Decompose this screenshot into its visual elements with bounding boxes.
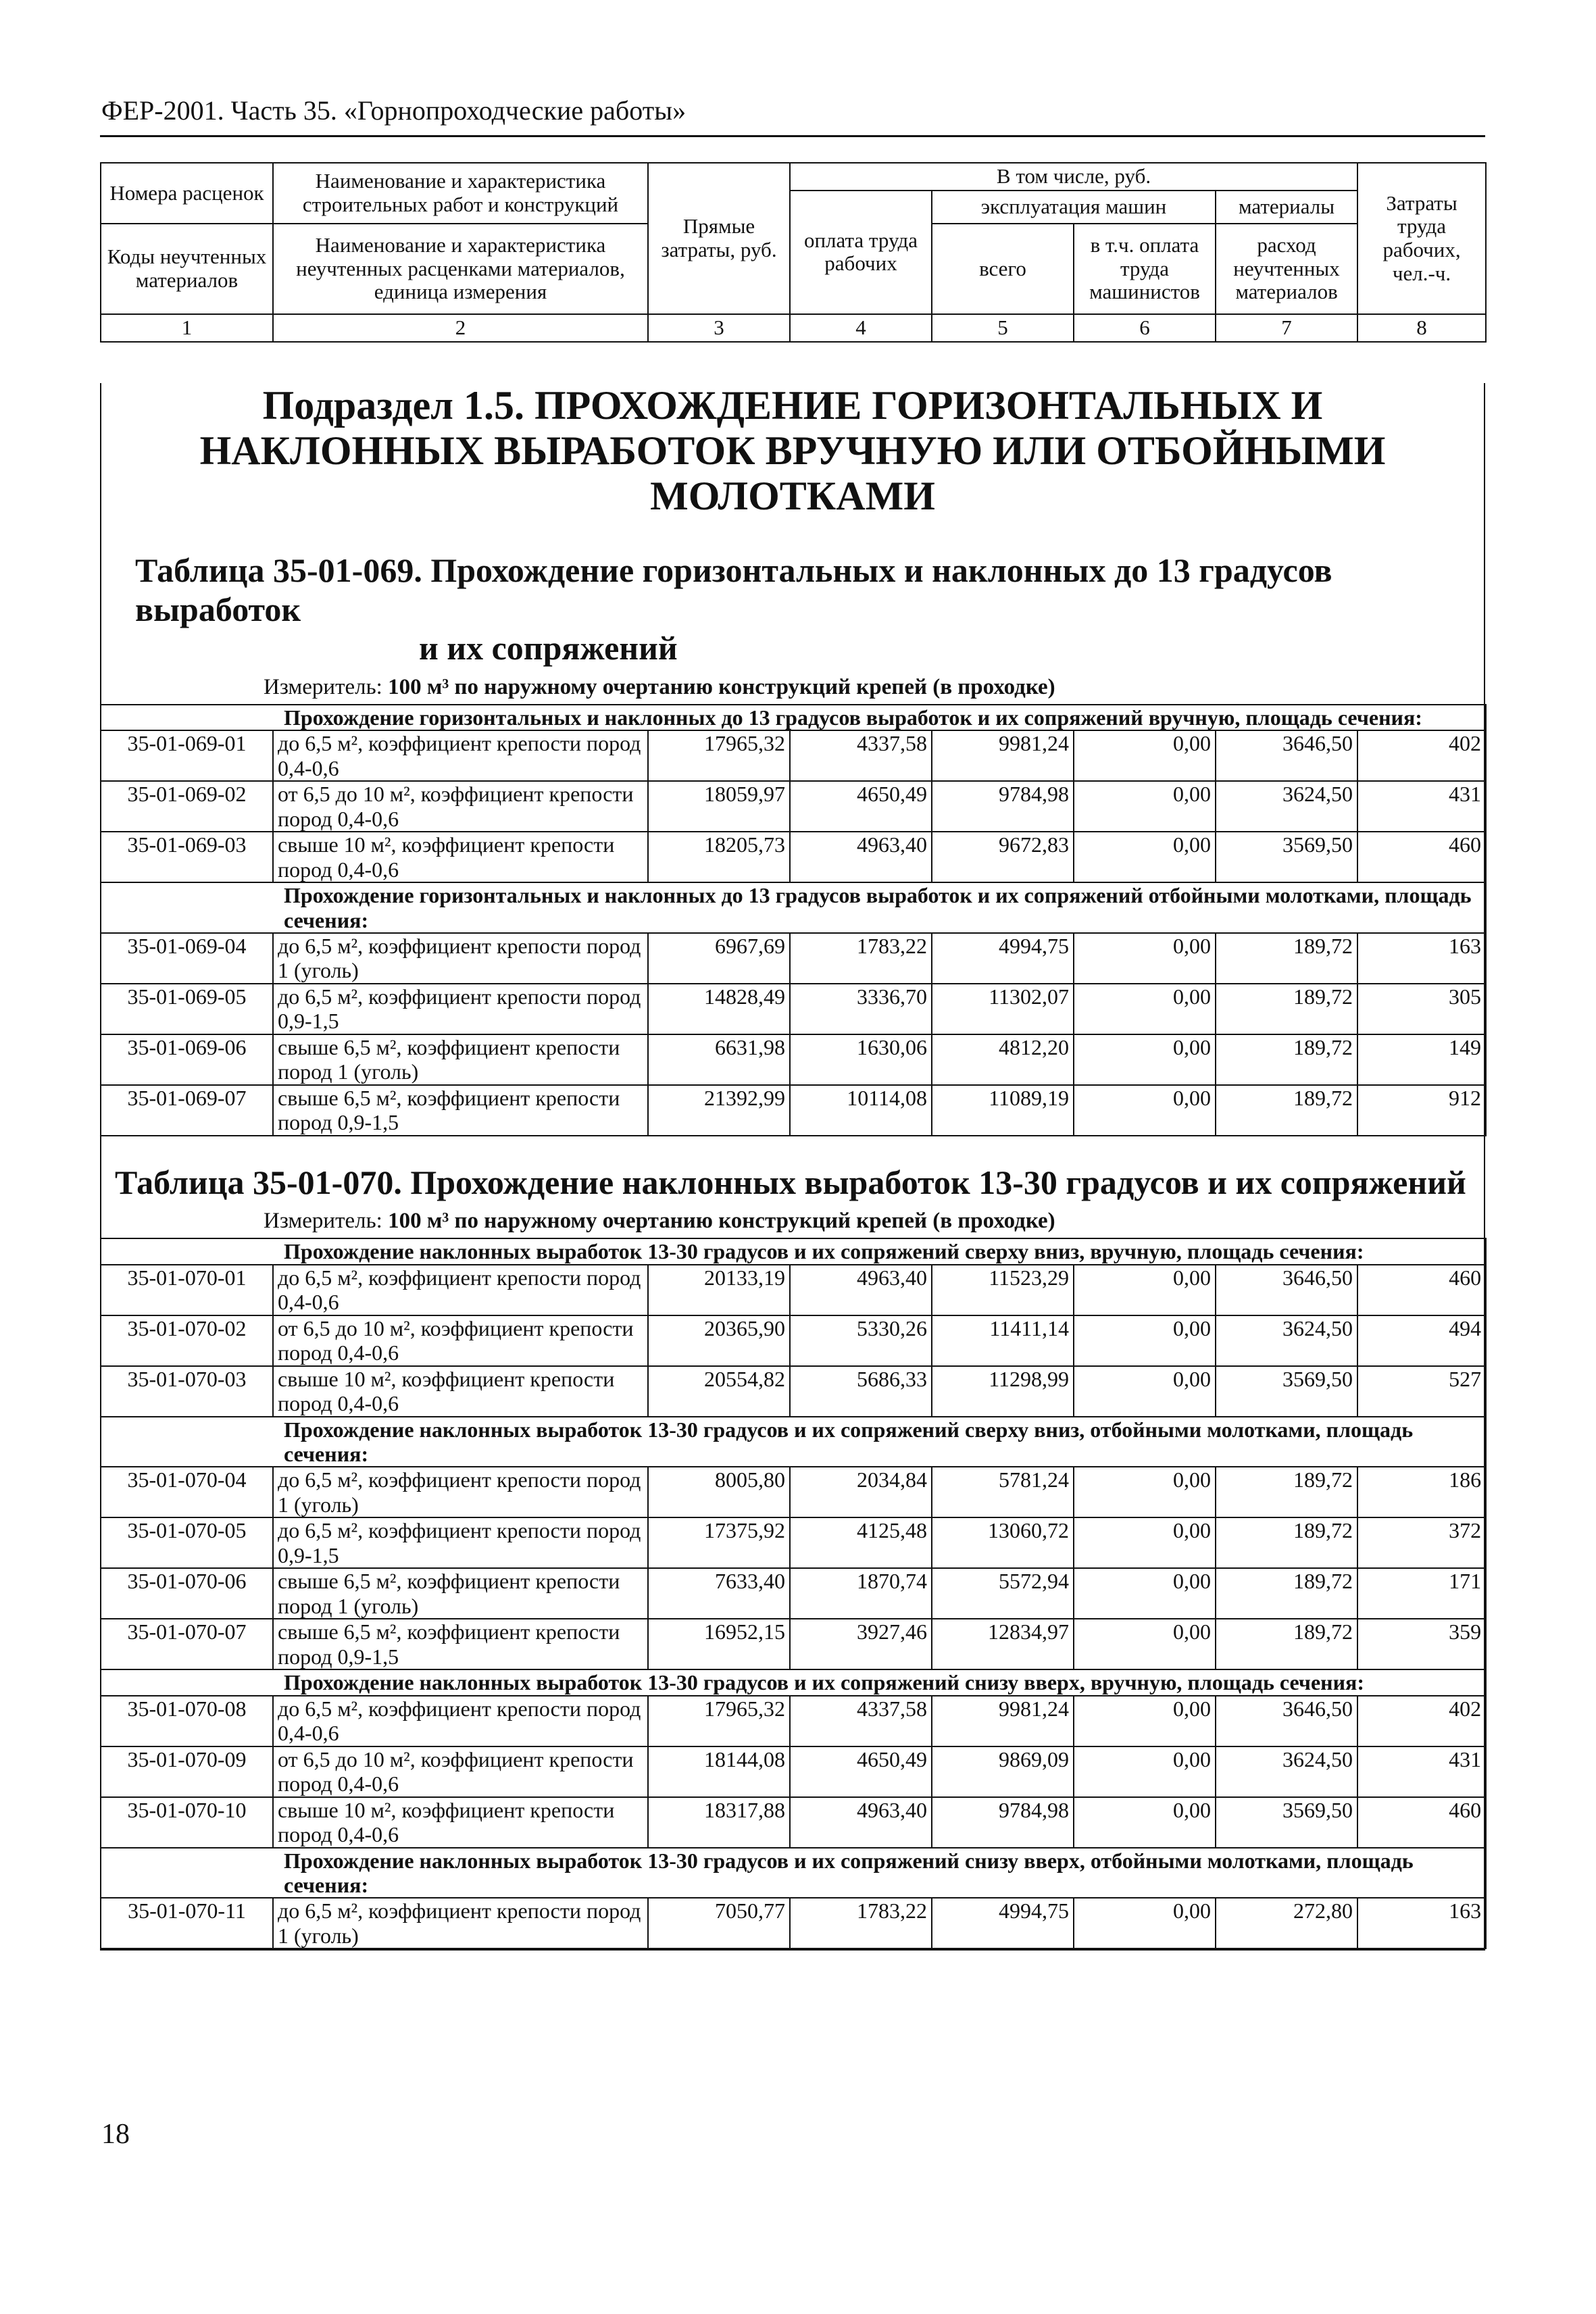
machine-cost: 12834,97 xyxy=(932,1619,1074,1669)
table-row xyxy=(101,933,1486,984)
machine-cost: 9672,83 xyxy=(932,832,1074,882)
materials-header: материалы xyxy=(1216,191,1357,224)
page-number: 18 xyxy=(101,2119,130,2150)
machinist-labor-cost: 0,00 xyxy=(1074,832,1216,882)
table-row xyxy=(101,1568,1486,1619)
work-description: свыше 10 м², коэффициент крепости пород 0,4-0,6 xyxy=(273,1366,648,1417)
labor-hours: 460 xyxy=(1357,1265,1486,1315)
machine-cost: 9981,24 xyxy=(932,730,1074,781)
machine-cost: 11089,19 xyxy=(932,1085,1074,1136)
labor-cost: 5686,33 xyxy=(790,1366,932,1417)
col3-header: Прямые затраты, руб. xyxy=(648,163,790,314)
table-row xyxy=(101,1366,1486,1417)
machinist-labor-cost: 0,00 xyxy=(1074,1696,1216,1746)
labor-hours: 163 xyxy=(1357,933,1486,984)
group-heading: Прохождение наклонных выработок 13-30 градусов и их сопряжений снизу вверх, отбойными молотками, площадь сечения: xyxy=(101,1848,1486,1898)
material-cost: 3569,50 xyxy=(1216,1797,1357,1848)
table1-title-line2: и их сопряжений xyxy=(419,629,678,668)
work-description: от 6,5 до 10 м², коэффициент крепости пород 0,4-0,6 xyxy=(273,1315,648,1366)
work-description: свыше 10 м², коэффициент крепости пород 0,4-0,6 xyxy=(273,1797,648,1848)
machine-cost: 11411,14 xyxy=(932,1315,1074,1366)
machinist-labor-cost: 0,00 xyxy=(1074,1746,1216,1797)
work-description: до 6,5 м², коэффициент крепости пород 0,4-0,6 xyxy=(273,1696,648,1746)
direct-cost: 14828,49 xyxy=(648,984,790,1034)
material-cost: 189,72 xyxy=(1216,1085,1357,1136)
group-heading-row xyxy=(101,1417,1486,1467)
machines-header: эксплуатация машин xyxy=(932,191,1216,224)
table-row xyxy=(101,1467,1486,1517)
labor-hours: 431 xyxy=(1357,1746,1486,1797)
rate-code: 35-01-070-07 xyxy=(101,1619,273,1669)
material-cost: 189,72 xyxy=(1216,1619,1357,1669)
labor-hours: 431 xyxy=(1357,781,1486,832)
direct-cost: 17965,32 xyxy=(648,1696,790,1746)
labor-hours: 359 xyxy=(1357,1619,1486,1669)
work-description: до 6,5 м², коэффициент крепости пород 1 (уголь) xyxy=(273,1467,648,1517)
machinist-labor-cost: 0,00 xyxy=(1074,984,1216,1034)
direct-cost: 18205,73 xyxy=(648,832,790,882)
table-frame xyxy=(100,162,1485,2121)
labor-cost: 1783,22 xyxy=(790,933,932,984)
measure-value: 100 м³ по наружному очертанию конструкций крепей (в проходке) xyxy=(388,674,1055,699)
table-row xyxy=(101,1746,1486,1797)
machinist-labor-cost: 0,00 xyxy=(1074,730,1216,781)
work-description: свыше 6,5 м², коэффициент крепости пород 1 (уголь) xyxy=(273,1568,648,1619)
machinist-labor-cost: 0,00 xyxy=(1074,933,1216,984)
table-row xyxy=(101,1034,1486,1085)
rate-code: 35-01-069-04 xyxy=(101,933,273,984)
direct-cost: 8005,80 xyxy=(648,1467,790,1517)
rate-code: 35-01-069-05 xyxy=(101,984,273,1034)
direct-cost: 18059,97 xyxy=(648,781,790,832)
labor-cost: 4337,58 xyxy=(790,1696,932,1746)
material-cost: 3624,50 xyxy=(1216,1315,1357,1366)
machine-cost: 4994,75 xyxy=(932,933,1074,984)
labor-cost: 4963,40 xyxy=(790,1265,932,1315)
rate-code: 35-01-069-03 xyxy=(101,832,273,882)
machine-cost: 5781,24 xyxy=(932,1467,1074,1517)
group-heading-row xyxy=(101,1238,1486,1264)
labor-hours: 171 xyxy=(1357,1568,1486,1619)
machinist-labor-cost: 0,00 xyxy=(1074,1467,1216,1517)
labor-hours: 163 xyxy=(1357,1898,1486,1948)
labor-cost: 1783,22 xyxy=(790,1898,932,1948)
direct-cost: 6631,98 xyxy=(648,1034,790,1085)
labor-cost: 4125,48 xyxy=(790,1517,932,1568)
col2-top-header: Наименование и характеристика строительных работ и конструкций xyxy=(273,163,648,224)
direct-cost: 17965,32 xyxy=(648,730,790,781)
table2-data xyxy=(100,1238,1487,1949)
group-heading: Прохождение наклонных выработок 13-30 градусов и их сопряжений сверху вниз, отбойными молотками, площадь сечения: xyxy=(101,1417,1486,1467)
measure-label: Измеритель: xyxy=(264,1209,382,1234)
table-row xyxy=(101,1619,1486,1669)
direct-cost: 7050,77 xyxy=(648,1898,790,1948)
work-description: до 6,5 м², коэффициент крепости пород 1 (уголь) xyxy=(273,933,648,984)
material-cost: 3624,50 xyxy=(1216,781,1357,832)
col2-bottom-header: Наименование и характеристика неучтенных расценками материалов, единица измерения xyxy=(273,224,648,314)
material-cost: 3624,50 xyxy=(1216,1746,1357,1797)
labor-cost: 5330,26 xyxy=(790,1315,932,1366)
col6-header: в т.ч. оплата труда машинистов xyxy=(1074,224,1216,314)
table1-data xyxy=(100,704,1487,1136)
table1-title-line1: Таблица 35-01-069. Прохождение горизонтальных и наклонных до 13 градусов выработок xyxy=(135,551,1332,628)
rate-code: 35-01-070-01 xyxy=(101,1265,273,1315)
machine-cost: 11298,99 xyxy=(932,1366,1074,1417)
labor-hours: 186 xyxy=(1357,1467,1486,1517)
machine-cost: 5572,94 xyxy=(932,1568,1074,1619)
table2-title: Таблица 35-01-070. Прохождение наклонных выработок 13-30 градусов и их сопряжений xyxy=(115,1163,1466,1201)
direct-cost: 6967,69 xyxy=(648,933,790,984)
header-rule xyxy=(100,135,1485,137)
machine-cost: 13060,72 xyxy=(932,1517,1074,1568)
table-row xyxy=(101,1315,1486,1366)
col1-bottom-header: Коды неучтенных материалов xyxy=(101,224,273,314)
machine-cost: 9784,98 xyxy=(932,781,1074,832)
col-number: 4 xyxy=(790,314,932,342)
machine-cost: 9981,24 xyxy=(932,1696,1074,1746)
col-number: 8 xyxy=(1357,314,1486,342)
material-cost: 189,72 xyxy=(1216,1568,1357,1619)
including-header: В том числе, руб. xyxy=(790,163,1357,191)
labor-cost: 1630,06 xyxy=(790,1034,932,1085)
col-number: 6 xyxy=(1074,314,1216,342)
rate-code: 35-01-070-11 xyxy=(101,1898,273,1948)
work-description: свыше 10 м², коэффициент крепости пород 0,4-0,6 xyxy=(273,832,648,882)
labor-cost: 10114,08 xyxy=(790,1085,932,1136)
table-row xyxy=(101,1265,1486,1315)
work-description: свыше 6,5 м², коэффициент крепости пород 0,9-1,5 xyxy=(273,1619,648,1669)
machine-cost: 4812,20 xyxy=(932,1034,1074,1085)
work-description: до 6,5 м², коэффициент крепости пород 0,4-0,6 xyxy=(273,730,648,781)
work-description: до 6,5 м², коэффициент крепости пород 0,4-0,6 xyxy=(273,1265,648,1315)
table-row xyxy=(101,781,1486,832)
col4-header: оплата труда рабочих xyxy=(790,191,932,314)
rate-code: 35-01-070-04 xyxy=(101,1467,273,1517)
table-row xyxy=(101,1797,1486,1848)
direct-cost: 17375,92 xyxy=(648,1517,790,1568)
col-number: 7 xyxy=(1216,314,1357,342)
material-cost: 189,72 xyxy=(1216,1517,1357,1568)
col8-header: Затраты труда рабочих, чел.-ч. xyxy=(1357,163,1486,314)
rate-code: 35-01-070-09 xyxy=(101,1746,273,1797)
labor-hours: 460 xyxy=(1357,832,1486,882)
col5-header: всего xyxy=(932,224,1074,314)
work-description: от 6,5 до 10 м², коэффициент крепости пород 0,4-0,6 xyxy=(273,1746,648,1797)
material-cost: 3646,50 xyxy=(1216,1265,1357,1315)
machine-cost: 11302,07 xyxy=(932,984,1074,1034)
table1-title xyxy=(101,551,1484,668)
group-heading: Прохождение наклонных выработок 13-30 градусов и их сопряжений снизу вверх, вручную, площадь сечения: xyxy=(101,1669,1486,1695)
machinist-labor-cost: 0,00 xyxy=(1074,781,1216,832)
direct-cost: 20133,19 xyxy=(648,1265,790,1315)
labor-hours: 460 xyxy=(1357,1797,1486,1848)
machinist-labor-cost: 0,00 xyxy=(1074,1797,1216,1848)
machine-cost: 4994,75 xyxy=(932,1898,1074,1948)
labor-hours: 402 xyxy=(1357,1696,1486,1746)
group-heading: Прохождение наклонных выработок 13-30 градусов и их сопряжений сверху вниз, вручную, площадь сечения: xyxy=(101,1238,1486,1264)
material-cost: 3569,50 xyxy=(1216,1366,1357,1417)
col1-top-header: Номера расценок xyxy=(101,163,273,224)
material-cost: 189,72 xyxy=(1216,933,1357,984)
rate-code: 35-01-070-06 xyxy=(101,1568,273,1619)
table-row xyxy=(101,1085,1486,1136)
material-cost: 189,72 xyxy=(1216,1034,1357,1085)
labor-cost: 1870,74 xyxy=(790,1568,932,1619)
labor-cost: 4650,49 xyxy=(790,781,932,832)
direct-cost: 20554,82 xyxy=(648,1366,790,1417)
rate-code: 35-01-069-01 xyxy=(101,730,273,781)
rate-code: 35-01-069-06 xyxy=(101,1034,273,1085)
work-description: до 6,5 м², коэффициент крепости пород 0,9-1,5 xyxy=(273,1517,648,1568)
labor-cost: 4963,40 xyxy=(790,832,932,882)
work-description: до 6,5 м², коэффициент крепости пород 0,9-1,5 xyxy=(273,984,648,1034)
column-header-table xyxy=(100,162,1487,343)
table-row xyxy=(101,984,1486,1034)
table-row xyxy=(101,730,1486,781)
table-row xyxy=(101,1898,1486,1948)
material-cost: 3569,50 xyxy=(1216,832,1357,882)
material-cost: 3646,50 xyxy=(1216,730,1357,781)
rate-code: 35-01-069-02 xyxy=(101,781,273,832)
direct-cost: 21392,99 xyxy=(648,1085,790,1136)
col-number: 5 xyxy=(932,314,1074,342)
measure-label: Измеритель: xyxy=(264,674,382,699)
labor-cost: 2034,84 xyxy=(790,1467,932,1517)
machinist-labor-cost: 0,00 xyxy=(1074,1315,1216,1366)
machinist-labor-cost: 0,00 xyxy=(1074,1568,1216,1619)
table1-measure xyxy=(101,675,1484,700)
direct-cost: 7633,40 xyxy=(648,1568,790,1619)
group-heading-row xyxy=(101,1669,1486,1695)
machine-cost: 9869,09 xyxy=(932,1746,1074,1797)
labor-cost: 3927,46 xyxy=(790,1619,932,1669)
machine-cost: 11523,29 xyxy=(932,1265,1074,1315)
col-number: 1 xyxy=(101,314,273,342)
labor-cost: 3336,70 xyxy=(790,984,932,1034)
measure-value: 100 м³ по наружному очертанию конструкций крепей (в проходке) xyxy=(388,1209,1055,1234)
rate-code: 35-01-070-10 xyxy=(101,1797,273,1848)
work-description: свыше 6,5 м², коэффициент крепости пород 0,9-1,5 xyxy=(273,1085,648,1136)
material-cost: 3646,50 xyxy=(1216,1696,1357,1746)
group-heading: Прохождение горизонтальных и наклонных до 13 градусов выработок и их сопряжений отбойными молотками, площадь сечения: xyxy=(101,882,1486,933)
col-number: 2 xyxy=(273,314,648,342)
labor-hours: 494 xyxy=(1357,1315,1486,1366)
labor-hours: 402 xyxy=(1357,730,1486,781)
table2-measure xyxy=(101,1209,1484,1234)
group-heading-row xyxy=(101,705,1486,730)
machinist-labor-cost: 0,00 xyxy=(1074,1619,1216,1669)
col7-header: расход неучтенных материалов xyxy=(1216,224,1357,314)
material-cost: 272,80 xyxy=(1216,1898,1357,1948)
labor-cost: 4650,49 xyxy=(790,1746,932,1797)
direct-cost: 16952,15 xyxy=(648,1619,790,1669)
direct-cost: 18317,88 xyxy=(648,1797,790,1848)
labor-hours: 149 xyxy=(1357,1034,1486,1085)
direct-cost: 18144,08 xyxy=(648,1746,790,1797)
work-description: до 6,5 м², коэффициент крепости пород 1 (уголь) xyxy=(273,1898,648,1948)
rate-code: 35-01-070-08 xyxy=(101,1696,273,1746)
rate-code: 35-01-070-05 xyxy=(101,1517,273,1568)
table-body-box xyxy=(100,383,1485,1951)
machinist-labor-cost: 0,00 xyxy=(1074,1898,1216,1948)
col-number: 3 xyxy=(648,314,790,342)
subsection-title: Подраздел 1.5. ПРОХОЖДЕНИЕ ГОРИЗОНТАЛЬНЫХ И НАКЛОННЫХ ВЫРАБОТОК ВРУЧНУЮ ИЛИ ОТБОЙНЫМИ МОЛОТКАМИ xyxy=(199,382,1386,519)
group-heading: Прохождение горизонтальных и наклонных до 13 градусов выработок и их сопряжений вручную, площадь сечения: xyxy=(101,705,1486,730)
material-cost: 189,72 xyxy=(1216,984,1357,1034)
labor-hours: 912 xyxy=(1357,1085,1486,1136)
rate-code: 35-01-069-07 xyxy=(101,1085,273,1136)
machine-cost: 9784,98 xyxy=(932,1797,1074,1848)
labor-hours: 305 xyxy=(1357,984,1486,1034)
machinist-labor-cost: 0,00 xyxy=(1074,1517,1216,1568)
labor-cost: 4963,40 xyxy=(790,1797,932,1848)
machinist-labor-cost: 0,00 xyxy=(1074,1085,1216,1136)
machinist-labor-cost: 0,00 xyxy=(1074,1366,1216,1417)
work-description: свыше 6,5 м², коэффициент крепости пород 1 (уголь) xyxy=(273,1034,648,1085)
rate-code: 35-01-070-02 xyxy=(101,1315,273,1366)
group-heading-row xyxy=(101,1848,1486,1898)
table-row xyxy=(101,1517,1486,1568)
material-cost: 189,72 xyxy=(1216,1467,1357,1517)
machinist-labor-cost: 0,00 xyxy=(1074,1034,1216,1085)
labor-hours: 527 xyxy=(1357,1366,1486,1417)
labor-hours: 372 xyxy=(1357,1517,1486,1568)
rate-code: 35-01-070-03 xyxy=(101,1366,273,1417)
direct-cost: 20365,90 xyxy=(648,1315,790,1366)
work-description: от 6,5 до 10 м², коэффициент крепости пород 0,4-0,6 xyxy=(273,781,648,832)
table-row xyxy=(101,832,1486,882)
labor-cost: 4337,58 xyxy=(790,730,932,781)
running-header: ФЕР-2001. Часть 35. «Горнопроходческие работы» xyxy=(101,95,687,126)
group-heading-row xyxy=(101,882,1486,933)
machinist-labor-cost: 0,00 xyxy=(1074,1265,1216,1315)
table-row xyxy=(101,1696,1486,1746)
